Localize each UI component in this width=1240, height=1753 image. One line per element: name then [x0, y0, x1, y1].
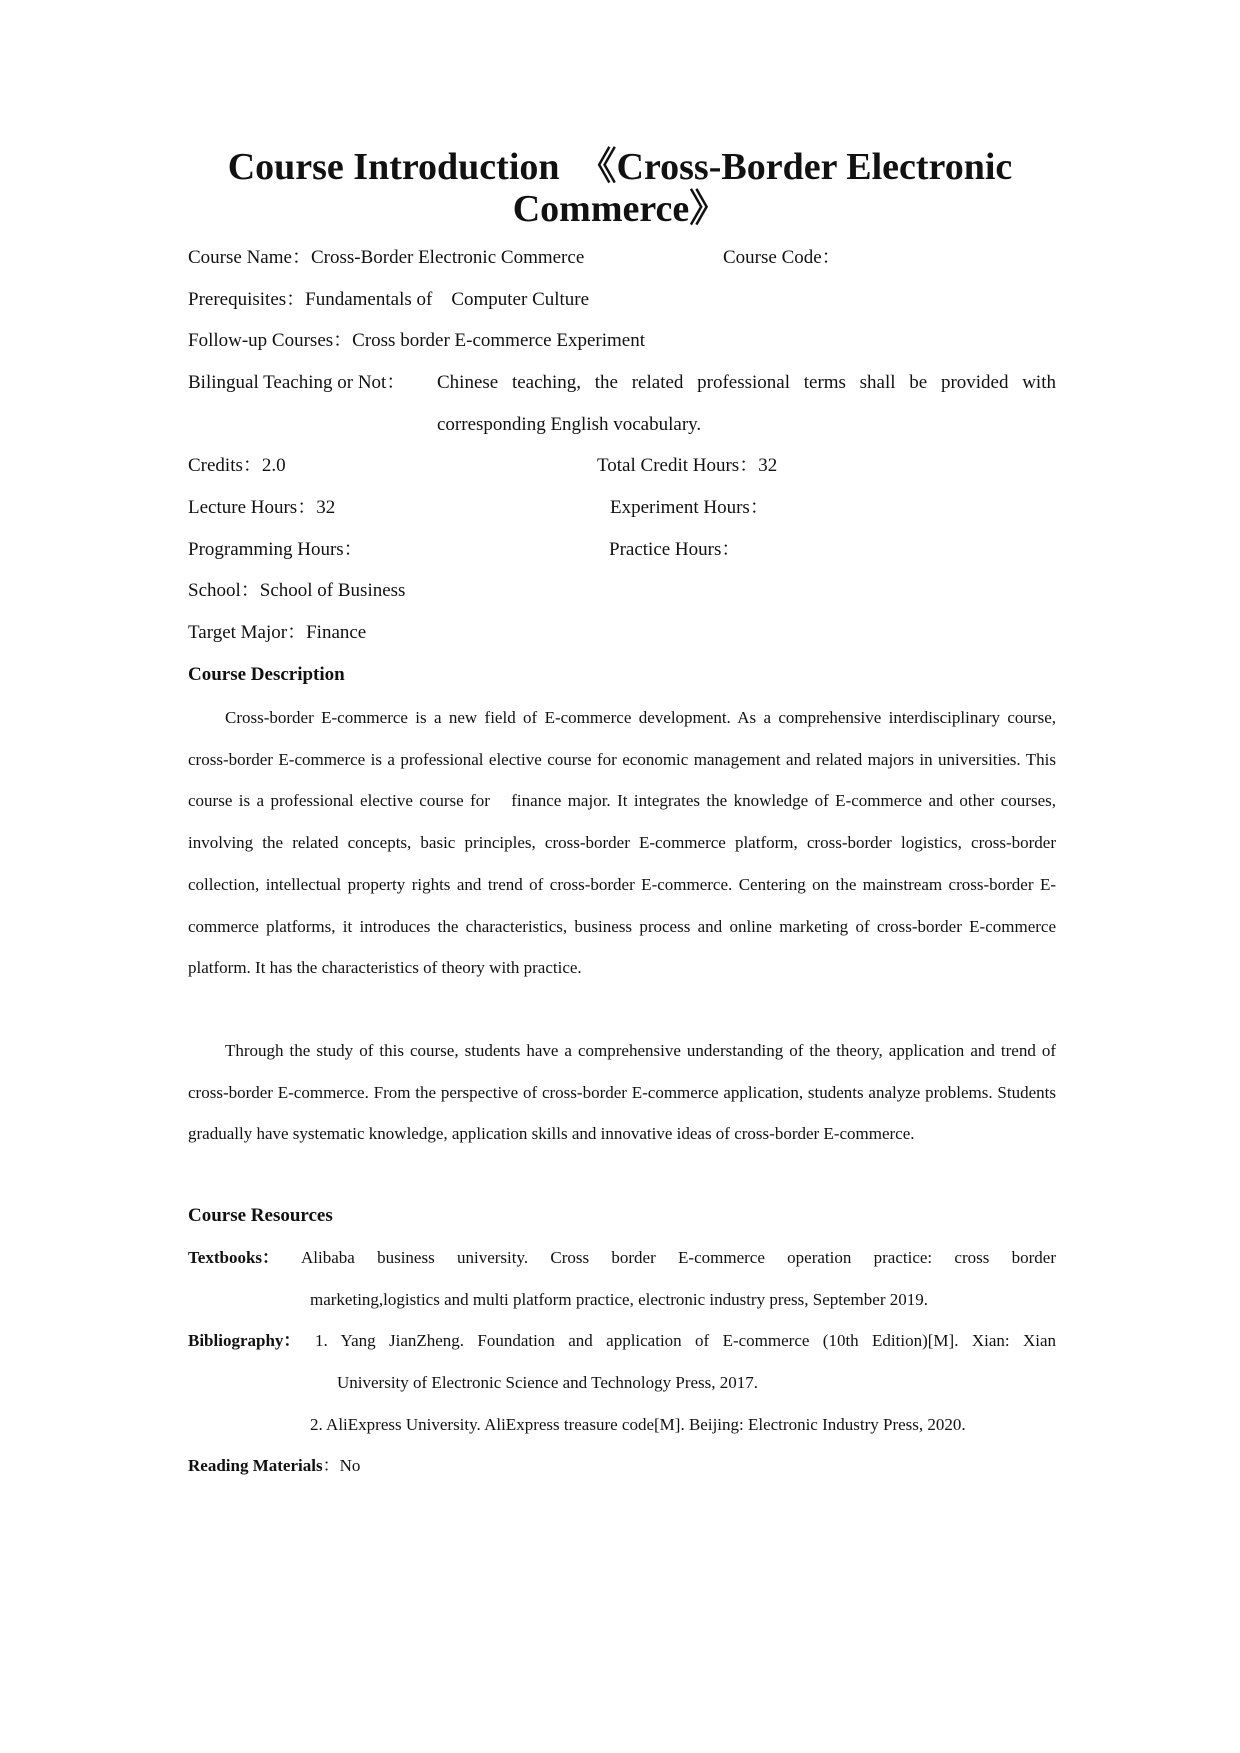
- textbooks-label: Textbooks：: [188, 1248, 280, 1267]
- bibliography-item-2: 2. AliExpress University. AliExpress treasure code[M]. Beijing: Electronic Industry Press, 2020.: [310, 1415, 966, 1434]
- prerequisites-value: Fundamentals of Computer Culture: [305, 289, 590, 310]
- followup-label: Follow-up Courses：: [188, 330, 353, 351]
- bilingual-value-line1: Chinese teaching, the related professional terms shall be provided with: [437, 372, 1056, 393]
- reading-materials-row: [188, 1454, 360, 1478]
- major-value: Finance: [306, 622, 367, 643]
- school-value: School of Business: [259, 580, 406, 601]
- credits-label: Credits：: [188, 455, 262, 476]
- course-name-label: Course Name：: [188, 247, 311, 268]
- major-row: [188, 621, 1056, 645]
- bibliography-item-1-line-2: University of Electronic Science and Technology Press, 2017.: [337, 1373, 759, 1392]
- experiment-hours-label: Experiment Hours：: [610, 497, 769, 518]
- bilingual-value-line2: corresponding English vocabulary.: [437, 414, 702, 435]
- followup-value: Cross border E-commerce Experiment: [352, 330, 645, 351]
- course-code-label: Course Code：: [723, 247, 841, 268]
- credits-row: [188, 454, 1056, 478]
- major-label: Target Major：: [188, 622, 307, 643]
- school-label: School：: [188, 580, 260, 601]
- bibliography-label: Bibliography：: [188, 1331, 301, 1350]
- reading-materials-separator: ：: [322, 1456, 340, 1475]
- total-hours-value: 32: [758, 455, 778, 476]
- programming-hours-label: Programming Hours：: [188, 539, 363, 560]
- programming-row: [188, 538, 1056, 562]
- school-row: [188, 579, 1056, 603]
- reading-materials-label: Reading Materials: [188, 1456, 323, 1475]
- textbooks-line-1: Alibaba business university. Cross border E-commerce operation practice: cross border: [301, 1248, 1056, 1267]
- practice-hours-label: Practice Hours：: [609, 539, 741, 560]
- lecture-row: [188, 496, 1056, 520]
- bilingual-label: Bilingual Teaching or Not：: [188, 372, 406, 393]
- total-hours-label: Total Credit Hours：: [597, 455, 759, 476]
- credits-value: 2.0: [261, 455, 286, 476]
- course-name-row: [188, 246, 1056, 270]
- course-name-value: Cross-Border Electronic Commerce: [310, 247, 585, 268]
- description-paragraph-2: Through the study of this course, students have a comprehensive understanding of the theory, application and trend of cross-border E-commerce. From the perspective of cross-border E-commerce application, students analyze problems. Students gradually have systematic knowledge, application skills and innovative ideas of cross-border E-commerce.: [188, 1041, 1056, 1144]
- lecture-hours-value: 32: [316, 497, 336, 518]
- course-resources-heading: Course Resources: [188, 1205, 333, 1226]
- bibliography-item-1-line-1: 1. Yang JianZheng. Foundation and application of E-commerce (10th Edition)[M]. Xian: Xian: [315, 1331, 1056, 1350]
- lecture-hours-label: Lecture Hours：: [188, 497, 317, 518]
- prerequisites-label: Prerequisites：: [188, 289, 306, 310]
- textbooks-line-2: marketing,logistics and multi platform practice, electronic industry press, September 2019.: [310, 1290, 928, 1309]
- course-description-heading: Course Description: [188, 664, 345, 685]
- total-hours-field: [597, 454, 777, 478]
- prerequisites-row: [188, 288, 1056, 312]
- description-paragraph-1: Cross-border E-commerce is a new field of E-commerce development. As a comprehensive interdisciplinary course, cross-border E-commerce is a professional elective course for economic management and related majors in universities. This course is a professional elective course for finance major. It integrates the knowledge of E-commerce and other courses, involving the related concepts, basic principles, cross-border E-commerce platform, cross-border logistics, cross-border collection, intellectual property rights and trend of cross-border E-commerce. Centering on the mainstream cross-border E-commerce platforms, it introduces the characteristics, business process and online marketing of cross-border E-commerce platform. It has the characteristics of theory with practice.: [188, 708, 1056, 978]
- page-title: Course Introduction 《Cross-Border Electronic Commerce》: [227, 146, 1013, 230]
- reading-materials-value: No: [339, 1456, 361, 1475]
- followup-row: [188, 329, 1056, 353]
